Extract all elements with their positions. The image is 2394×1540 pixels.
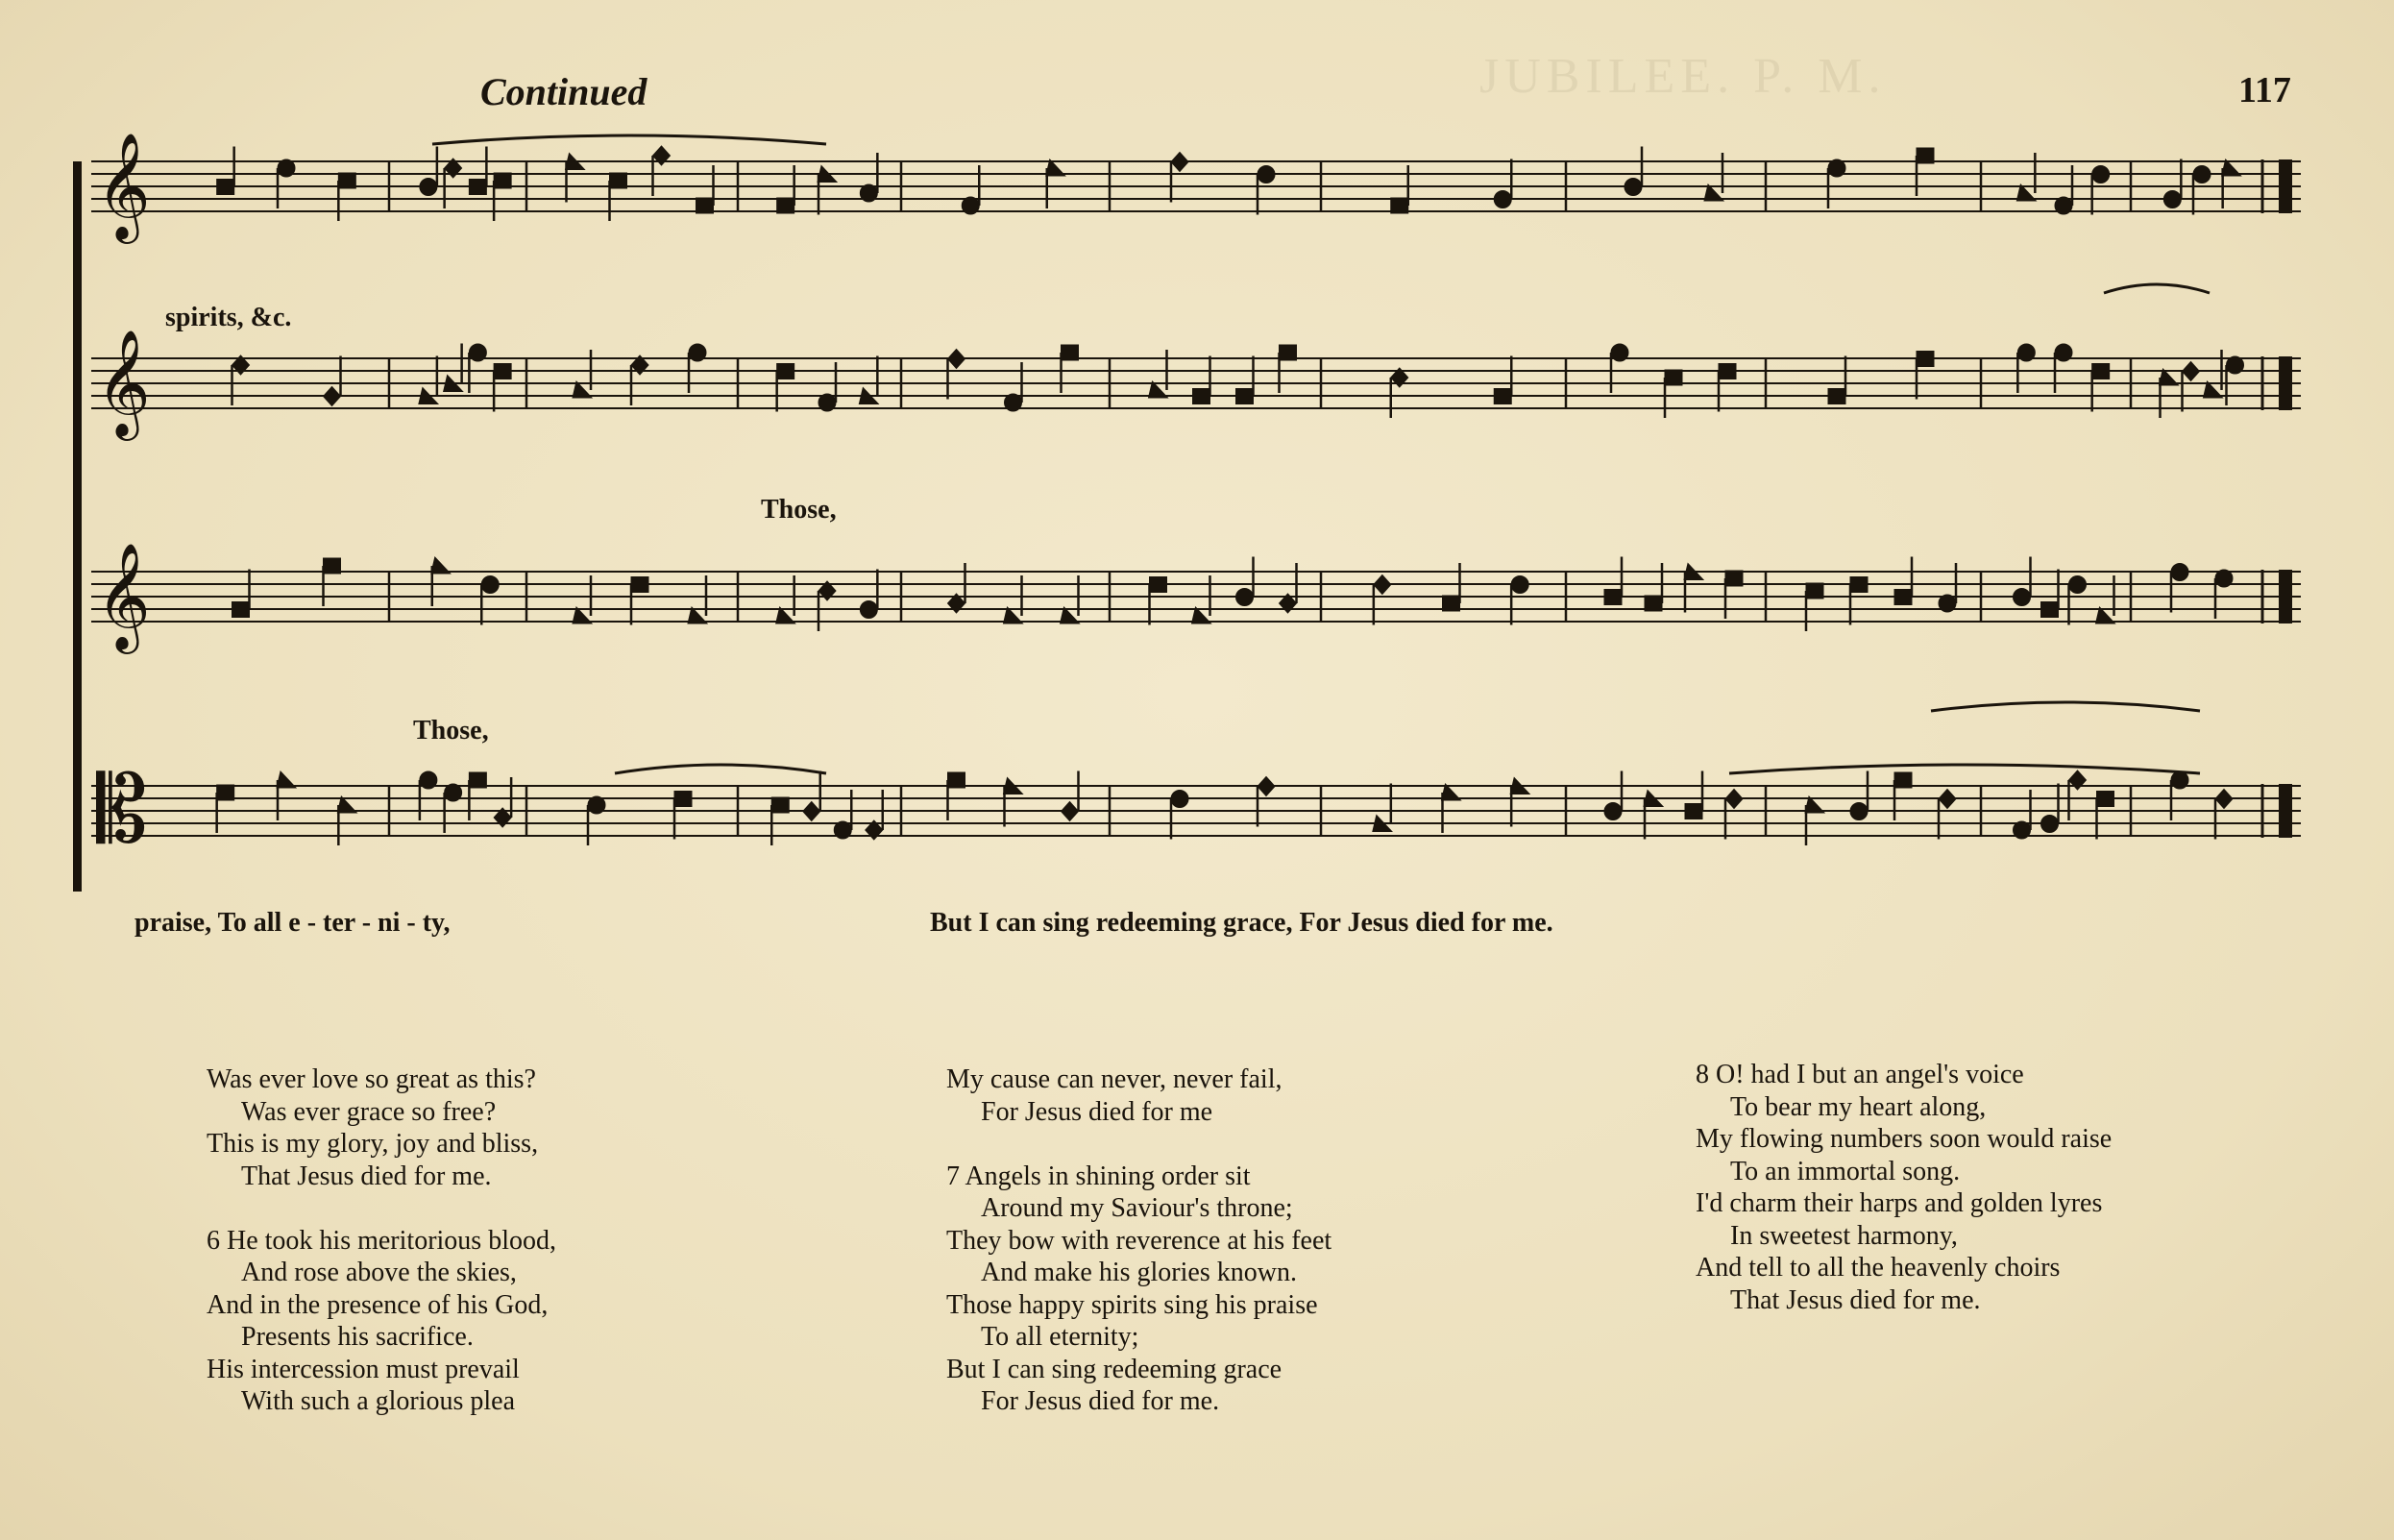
staves [73,132,2301,892]
note-head-square [1725,571,1743,586]
note-head-round [834,821,851,839]
verse-line [207,1192,556,1225]
note-head-round [1494,191,1511,208]
label-those-upper: Those, [761,495,837,525]
note-head-square [1604,590,1622,605]
note-head-square [1193,389,1210,404]
note-head-square [2092,364,2110,379]
note-head-round [962,197,979,214]
verse-line [946,1128,1331,1161]
slur [2104,284,2210,293]
verse-line: This is my glory, joy and bliss, [207,1129,539,1159]
note-head-round [2193,166,2211,183]
note-head-square [1494,389,1511,404]
verse-line: They bow with reverence at his feet [946,1225,1332,1256]
note-head-square [217,785,234,800]
note-head-diamond [324,387,341,406]
note-head-square [1806,583,1823,599]
note-head-round [818,394,836,411]
note-head-round [2055,344,2072,361]
note-head-square [631,577,648,593]
verse-line: But I can sing redeeming grace [946,1354,1282,1384]
verse-line: Around my Saviour's throne; [981,1193,1293,1223]
note-head-round [689,344,706,361]
note-head-square [469,772,486,788]
note-head-round [2069,576,2087,594]
note-head-square [1280,345,1297,360]
verse-line: Was ever love so great as this? [207,1064,536,1094]
note-head-square [1236,389,1254,404]
verse-line: For Jesus died for me. [981,1386,1220,1416]
verse-line: My flowing numbers soon would raise [1696,1124,2113,1154]
verse-line: And tell to all the heavenly choirs [1696,1253,2061,1283]
verse-line: 6 He took his meritorious blood, [207,1225,556,1256]
verse-column-3 [1696,1059,2112,1316]
note-head-round [1939,595,1956,612]
note-head-round [1624,179,1642,196]
verse-line: Presents his sacrifice. [241,1322,474,1352]
note-head-round [1604,803,1622,820]
verse-line: And rose above the skies, [241,1258,517,1287]
note-head-square [777,198,794,213]
note-head-square [1062,345,1079,360]
verse-line: For Jesus died for me [981,1096,1213,1127]
note-head-round [1258,166,1275,183]
note-head-round [1005,394,1022,411]
note-head-square [610,173,627,188]
treble-clef-icon: 𝄞 [96,329,151,436]
note-head-diamond [2183,362,2200,381]
treble-clef-icon: 𝄞 [96,542,151,649]
note-head-square [494,173,511,188]
final-bar-thick [2279,570,2292,623]
note-head-triangle [277,771,296,788]
verse-line: With such a glorious plea [241,1386,516,1416]
notes [217,135,2244,845]
verse-line: His intercession must prevail [207,1354,520,1384]
verse-line: 7 Angels in shining order sit [946,1161,1251,1191]
note-head-square [1645,596,1662,611]
note-head-square [1828,389,1845,404]
verse-line: I'd charm their harps and golden lyres [1696,1188,2103,1218]
note-head-square [1685,804,1702,819]
note-head-round [1171,791,1188,808]
note-head-square [777,364,794,379]
c-clef-icon: 𝄡 [96,756,148,864]
note-head-round [1511,576,1528,594]
verse-line: To all eternity; [981,1322,1139,1352]
verse-line: And make his glories known. [981,1258,1297,1287]
note-head-square [1850,577,1868,593]
slur [432,135,826,144]
note-head-round [2163,191,2181,208]
page-number: 117 [2238,70,2291,110]
note-head-square [2041,602,2059,618]
system-bracket [73,161,82,892]
note-head-round [420,771,437,789]
note-head-square [1150,577,1167,593]
note-head-triangle [431,557,451,574]
note-head-diamond [1725,790,1743,809]
note-head-diamond [948,350,965,369]
verse-line: Those happy spirits sing his praise [946,1289,1318,1320]
note-head-square [674,792,692,807]
verse-column-2 [946,1063,1331,1418]
note-head-square [1917,352,1934,367]
note-head-round [2017,344,2035,361]
note-head-round [2041,816,2059,833]
note-head-round [278,159,295,177]
note-head-diamond [1258,777,1275,796]
slur [1931,702,2200,711]
underlay-part-2: But I can sing redeeming grace, For Jesus died for me. [930,908,1553,938]
note-head-round [860,184,877,202]
note-head-round [469,344,486,361]
note-head-round [445,784,462,801]
note-head-square [338,173,355,188]
note-head-square [1894,772,1912,788]
note-head-round [2215,570,2233,587]
note-head-square [1719,364,1736,379]
note-head-diamond [1171,153,1188,172]
note-head-square [494,364,511,379]
label-spirits: spirits, &c. [165,303,292,332]
note-head-round [2055,197,2072,214]
note-head-round [1611,344,1628,361]
note-head-round [2092,166,2110,183]
note-head-round [1828,159,1845,177]
verse-line: Was ever grace so free? [241,1096,497,1127]
slur [615,765,826,773]
note-head-round [2171,771,2188,789]
note-head-round [2014,589,2031,606]
note-head-square [324,558,341,574]
note-head-square [1391,198,1408,213]
verse-line: That Jesus died for me. [1730,1284,1981,1315]
bleed-through-title: JUBILEE. P. M. [1479,49,1887,104]
note-head-round [2227,356,2244,374]
note-head-square [469,180,486,195]
note-head-round [420,179,437,196]
note-head-square [217,180,234,195]
note-head-round [481,576,499,594]
verse-column-1 [207,1063,556,1418]
note-head-square [1443,596,1460,611]
verse-line: My cause can never, never fail, [946,1064,1282,1094]
treble-clef-icon: 𝄞 [96,132,151,239]
verse-line: In sweetest harmony, [1730,1220,1958,1251]
note-head-square [1917,148,1934,163]
note-head-round [1236,589,1254,606]
note-head-square [1665,370,1682,385]
verse-line: To bear my heart along, [1730,1091,1987,1122]
final-bar-thick [2279,356,2292,410]
verse-line: 8 O! had I but an angel's voice [1696,1060,2024,1089]
running-head: Continued [480,70,647,113]
note-head-square [2097,792,2114,807]
note-head-square [1894,590,1912,605]
verse-line: To an immortal song. [1730,1156,1961,1186]
slur [1729,765,2200,773]
note-head-diamond [1062,802,1079,821]
note-head-diamond [803,802,820,821]
note-head-square [771,797,789,813]
final-bar-thick [2279,784,2292,838]
note-head-square [232,602,250,618]
note-head-square [696,198,714,213]
final-bar-thick [2279,159,2292,213]
underlay-part-1: praise, To all e - ter - ni - ty, [134,908,451,938]
note-head-diamond [2215,790,2233,809]
note-head-diamond [1939,790,1956,809]
note-head-round [588,796,605,814]
note-head-square [948,772,965,788]
verse-line: And in the presence of his God, [207,1289,549,1320]
note-head-round [860,601,877,619]
note-head-round [2014,821,2031,839]
label-those-lower: Those, [413,716,489,746]
verse-line: That Jesus died for me. [241,1161,492,1191]
note-head-diamond [1374,575,1391,595]
note-head-round [2171,564,2188,581]
note-head-round [1850,803,1868,820]
